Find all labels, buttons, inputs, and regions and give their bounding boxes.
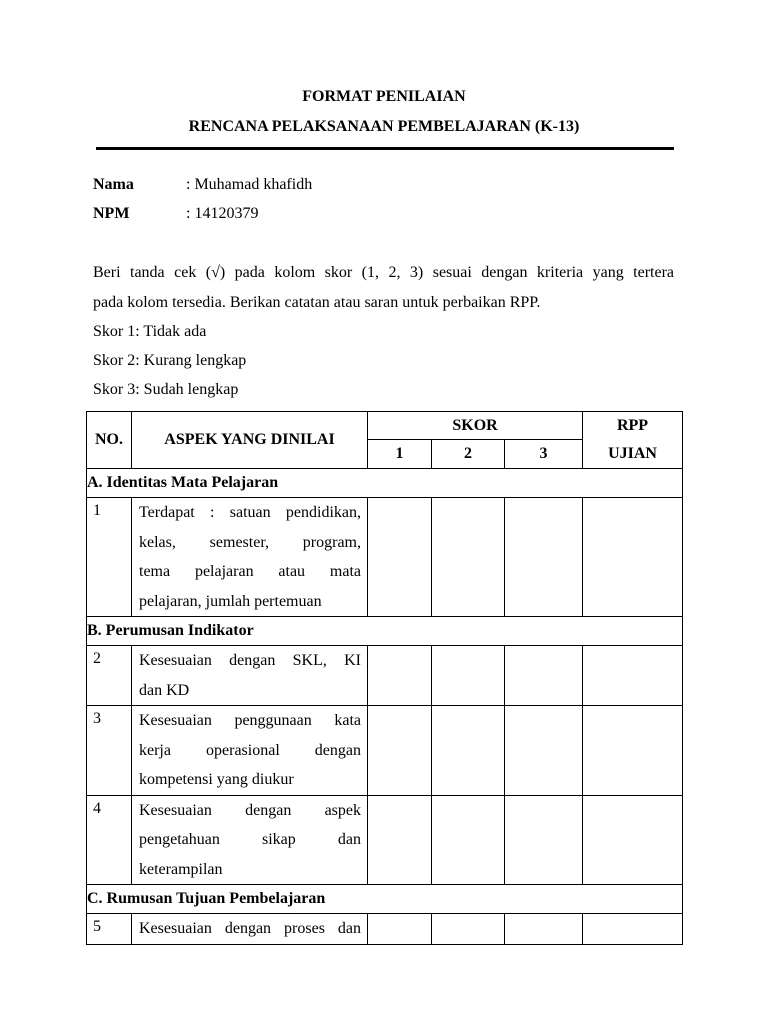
aspek-line: dan KD	[139, 681, 190, 699]
aspek-text	[132, 795, 368, 885]
header-row-1	[87, 412, 683, 440]
npm-value: : 14120379	[186, 205, 259, 222]
aspek-line: Kesesuaian dengan aspek	[139, 801, 361, 819]
section-row	[87, 469, 683, 498]
header-skor-1: 1	[368, 440, 432, 469]
skor-2-cell[interactable]	[432, 795, 505, 885]
header-skor-2: 2	[432, 440, 505, 469]
row-number: 2	[87, 646, 132, 706]
section-row	[87, 617, 683, 646]
skor-2-cell[interactable]	[432, 914, 505, 945]
skor-3-cell[interactable]	[505, 795, 583, 885]
header-skor: SKOR	[368, 412, 583, 440]
rpp-ujian-cell[interactable]	[583, 646, 683, 706]
instruction-line-2: pada kolom tersedia. Berikan catatan atau saran untuk perbaikan RPP.	[93, 294, 541, 311]
aspek-line: Kesesuaian dengan SKL, KI	[139, 652, 361, 669]
aspek-line: Kesesuaian dengan proses dan	[139, 920, 361, 937]
npm-label: NPM	[93, 205, 130, 222]
skor-1-cell[interactable]	[368, 498, 432, 617]
aspek-text	[132, 706, 368, 796]
rpp-ujian-cell[interactable]	[583, 795, 683, 885]
nama-label: Nama	[93, 176, 134, 193]
skor-3-legend: Skor 3: Sudah lengkap	[93, 381, 239, 398]
row-number: 1	[87, 498, 132, 617]
aspek-line: pelajaran, jumlah pertemuan	[139, 592, 322, 610]
skor-1-cell[interactable]	[368, 706, 432, 796]
skor-2-cell[interactable]	[432, 646, 505, 706]
section-title: C. Rumusan Tujuan Pembelajaran	[87, 885, 683, 914]
skor-1-cell[interactable]	[368, 795, 432, 885]
skor-3-cell[interactable]	[505, 706, 583, 796]
header-aspek: ASPEK YANG DINILAI	[132, 412, 368, 469]
aspek-line: tema pelajaran atau mata	[139, 563, 361, 580]
header-no: NO.	[87, 412, 132, 469]
aspek-line: Terdapat : satuan pendidikan,	[139, 504, 361, 521]
aspek-text	[132, 914, 368, 945]
row-number: 5	[87, 914, 132, 945]
table-row	[87, 914, 683, 945]
instruction-line-1: Beri tanda cek (√) pada kolom skor (1, 2, 3) sesuai dengan kriteria yang tertera	[93, 264, 674, 281]
rpp-ujian-cell[interactable]	[583, 498, 683, 617]
section-title: B. Perumusan Indikator	[87, 617, 683, 646]
skor-1-cell[interactable]	[368, 914, 432, 945]
row-number: 3	[87, 706, 132, 796]
skor-2-cell[interactable]	[432, 706, 505, 796]
section-row	[87, 885, 683, 914]
aspek-line: keterampilan	[139, 860, 223, 878]
table-row	[87, 795, 683, 885]
skor-3-cell[interactable]	[505, 646, 583, 706]
skor-2-legend: Skor 2: Kurang lengkap	[93, 352, 247, 369]
aspek-line: Kesesuaian penggunaan kata	[139, 712, 361, 729]
header-skor-3: 3	[505, 440, 583, 469]
aspek-text	[132, 498, 368, 617]
table-row	[87, 646, 683, 706]
skor-1-legend: Skor 1: Tidak ada	[93, 323, 207, 340]
aspek-line: kelas, semester, program,	[139, 533, 361, 551]
aspek-line: pengetahuan sikap dan	[139, 831, 361, 848]
row-number: 4	[87, 795, 132, 885]
aspek-line: kompetensi yang diukur	[139, 771, 294, 788]
rpp-ujian-cell[interactable]	[583, 914, 683, 945]
nama-value: : Muhamad khafidh	[186, 176, 313, 193]
document-subtitle: RENCANA PELAKSANAAN PEMBELAJARAN (K-13)	[188, 118, 580, 135]
assessment-table	[86, 411, 683, 945]
section-title: A. Identitas Mata Pelajaran	[87, 469, 683, 498]
skor-3-cell[interactable]	[505, 914, 583, 945]
skor-3-cell[interactable]	[505, 498, 583, 617]
header-ujian: UJIAN	[583, 440, 683, 469]
rpp-ujian-cell[interactable]	[583, 706, 683, 796]
aspek-text	[132, 646, 368, 706]
table-row	[87, 498, 683, 617]
aspek-line: kerja operasional dengan	[139, 741, 361, 759]
header-rpp: RPP	[583, 412, 683, 440]
title-underline	[96, 147, 674, 150]
document-title: FORMAT PENILAIAN	[302, 88, 466, 105]
skor-1-cell[interactable]	[368, 646, 432, 706]
table-row	[87, 706, 683, 796]
skor-2-cell[interactable]	[432, 498, 505, 617]
